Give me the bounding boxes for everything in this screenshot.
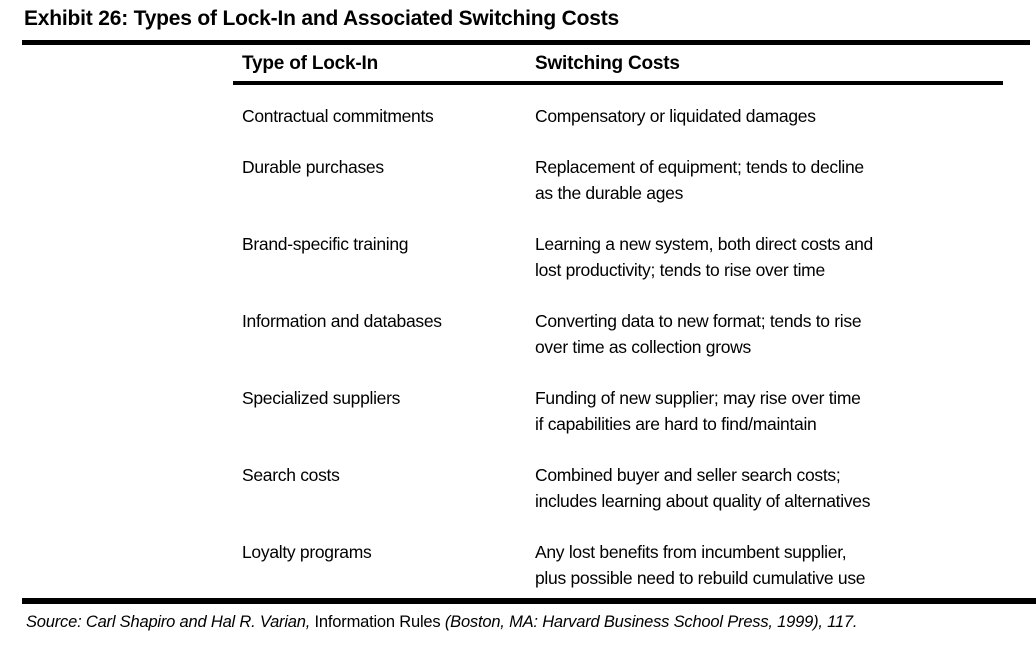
cost-line: Funding of new supplier; may rise over time <box>535 388 861 408</box>
table-body <box>233 85 1003 591</box>
table-row <box>233 539 1003 591</box>
source-book-title: Information Rules <box>314 613 445 631</box>
bottom-rule <box>22 598 1036 604</box>
cell-switching-cost <box>535 308 1003 360</box>
header-type-of-lockin: Type of Lock-In <box>242 53 378 74</box>
cost-line: lost productivity; tends to rise over time <box>535 260 825 280</box>
cell-lockin-type: Brand-specific training <box>242 234 409 254</box>
source-citation <box>26 611 857 633</box>
exhibit-title: Exhibit 26: Types of Lock-In and Associated Switching Costs <box>24 7 619 30</box>
cost-line: plus possible need to rebuild cumulative use <box>535 568 866 588</box>
table-row <box>233 308 1003 360</box>
table-row <box>233 462 1003 514</box>
table-row <box>233 385 1003 437</box>
cost-line: as the durable ages <box>535 183 684 203</box>
cost-line: Learning a new system, both direct costs and <box>535 234 873 254</box>
table-row <box>233 154 1003 206</box>
cell-lockin-type: Durable purchases <box>242 157 384 177</box>
title-rule <box>22 40 1030 45</box>
cell-switching-cost <box>535 154 1003 206</box>
cell-lockin-type: Search costs <box>242 465 340 485</box>
table-header-row <box>233 53 1003 85</box>
cell-switching-cost <box>535 539 1003 591</box>
cell-switching-cost <box>535 462 1003 514</box>
cell-lockin-type: Information and databases <box>242 311 442 331</box>
cost-line: over time as collection grows <box>535 337 751 357</box>
cost-line: Combined buyer and seller search costs; <box>535 465 841 485</box>
cell-switching-cost <box>535 385 1003 437</box>
cell-switching-cost <box>535 231 1003 283</box>
cost-line: includes learning about quality of alternatives <box>535 491 871 511</box>
lockin-table <box>233 53 1003 616</box>
source-authors: Source: Carl Shapiro and Hal R. Varian, <box>26 613 315 631</box>
cell-lockin-type: Contractual commitments <box>242 106 434 126</box>
header-switching-costs: Switching Costs <box>535 53 680 74</box>
cost-line: Replacement of equipment; tends to decline <box>535 157 864 177</box>
cost-line: Any lost benefits from incumbent supplier, <box>535 542 847 562</box>
source-publication: (Boston, MA: Harvard Business School Press, 1999), 117. <box>444 613 858 631</box>
cell-switching-cost <box>535 103 1003 129</box>
cost-line: Compensatory or liquidated damages <box>535 106 816 126</box>
cell-lockin-type: Specialized suppliers <box>242 388 401 408</box>
cost-line: Converting data to new format; tends to rise <box>535 311 862 331</box>
table-row <box>233 231 1003 283</box>
cell-lockin-type: Loyalty programs <box>242 542 372 562</box>
cost-line: if capabilities are hard to find/maintain <box>535 414 817 434</box>
table-row <box>233 103 1003 129</box>
